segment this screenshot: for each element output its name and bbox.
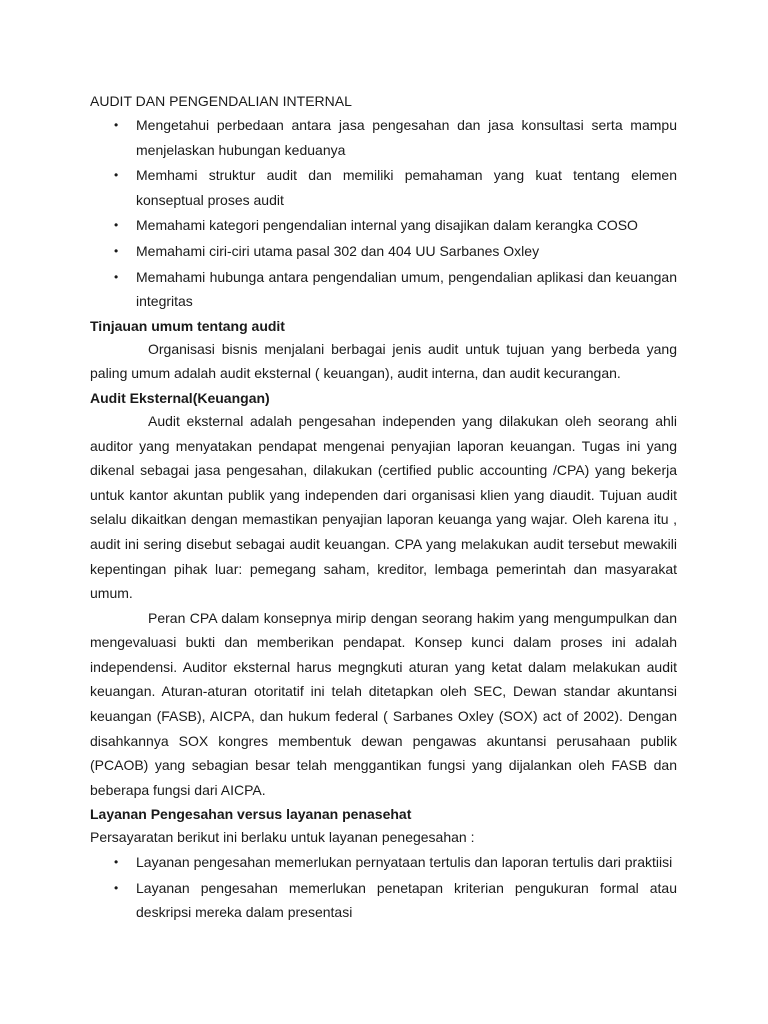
list-item-text: Mengetahui perbedaan antara jasa pengesahan dan jasa konsultasi serta mampu menjelaskan hubungan keduanya: [136, 117, 677, 158]
list-item-text: Memahami kategori pengendalian internal yang disajikan dalam kerangka COSO: [136, 217, 638, 234]
list-item: [90, 850, 677, 875]
list-item: [90, 213, 677, 238]
paragraph-overview: Organisasi bisnis menjalani berbagai jenis audit untuk tujuan yang berbeda yang paling umum adalah audit eksternal ( keuangan), audit interna, dan audit kecurangan.: [90, 340, 677, 382]
bullet-icon: •: [114, 168, 119, 183]
bullet-icon: •: [114, 118, 119, 132]
document-page: [90, 91, 677, 926]
bullet-icon: •: [114, 243, 119, 258]
list-item: [90, 239, 677, 264]
list-item: [90, 113, 677, 162]
bullet-icon: •: [114, 218, 119, 233]
section-heading-overview: Tinjauan umum tentang audit: [90, 317, 285, 334]
list-item: [90, 265, 677, 314]
list-item-text: Layanan pengesahan memerlukan pernyataan tertulis dan laporan tertulis dari praktiisi: [136, 854, 673, 871]
objectives-list: [90, 113, 677, 314]
bullet-icon: •: [114, 269, 119, 284]
paragraph-external-audit-1: Audit eksternal adalah pengesahan independen yang dilakukan oleh seorang ahli auditor yang menyatakan pendapat mengenai penyajian laporan keuangan. Tugas ini yang dikenal sebagai jasa pengesahan, dilakukan (certified public accounting /CPA) yang bekerja untuk kantor akuntan publik yang independen dari organisasi klien yang diaudit. Tujuan audit selalu dikaitkan dengan memastikan penyajian laporan keuanga yang wajar. Oleh karena itu , audit ini sering disebut sebagai audit keuangan. CPA yang melakukan audit tersebut mewakili kepentingan pihak luar: pemegang saham, kreditor, lembaga pemerintah dan masyarakat umum.: [90, 412, 677, 602]
bullet-icon: •: [114, 880, 119, 895]
paragraph-external-audit-2: Peran CPA dalam konsepnya mirip dengan seorang hakim yang mengumpulkan dan mengevaluasi bukti dan memberikan pendapat. Konsep kunci dalam proses ini adalah independensi. Auditor eksternal harus megngkuti aturan yang ketat dalam melakukan audit keuangan. Aturan-aturan otoritatif ini telah ditetapkan oleh SEC, Dewan standar akuntansi keuangan (FASB), AICPA, dan hukum federal ( Sarbanes Oxley (SOX) act of 2002). Dengan disahkannya SOX kongres membentuk dewan pengawas akuntansi perusahaan publik (PCAOB) yang sebagian besar telah menggantikan fungsi yang dijalankan oleh FASB dan beberapa fungsi dari AICPA.: [90, 609, 677, 798]
list-item: [90, 876, 677, 925]
document-title: AUDIT DAN PENGENDALIAN INTERNAL: [90, 93, 352, 109]
section-heading-attest-vs-advisory: Layanan Pengesahan versus layanan penasehat: [90, 806, 412, 823]
requirements-list: [90, 850, 677, 925]
bullet-icon: •: [114, 855, 119, 870]
paragraph-requirements-intro: Persayaratan berikut ini berlaku untuk layanan penegesahan :: [90, 829, 475, 846]
list-item-text: Memhami struktur audit dan memiliki pemahaman yang kuat tentang elemen konseptual proses audit: [136, 167, 677, 208]
list-item-text: Layanan pengesahan memerlukan penetapan kriterian pengukuran formal atau deskripsi mereka dalam presentasi: [136, 879, 677, 921]
list-item-text: Memahami hubunga antara pengendalian umum, pengendalian aplikasi dan keuangan integritas: [136, 268, 677, 310]
list-item: [90, 163, 677, 212]
section-heading-external-audit: Audit Eksternal(Keuangan): [90, 389, 270, 406]
list-item-text: Memahami ciri-ciri utama pasal 302 dan 404 UU Sarbanes Oxley: [136, 242, 540, 259]
